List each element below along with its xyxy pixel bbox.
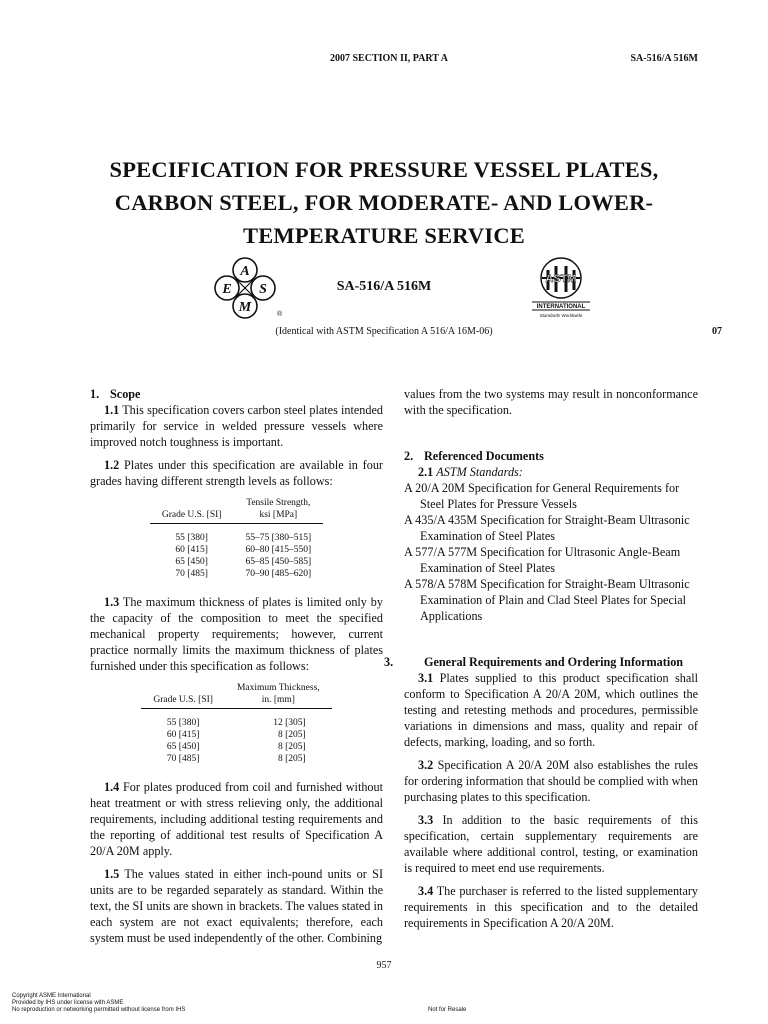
paragraph-1-5-continued: values from the two systems may result in nonconformance with the specification. (404, 387, 698, 417)
paragraph-2-1: 2.1 ASTM Standards: (418, 465, 523, 479)
section-number: 2. (404, 449, 414, 463)
copyright-footer (12, 993, 185, 1014)
section-number: 3. (384, 655, 394, 669)
section-number: 1. (90, 387, 100, 401)
paragraph-1-3: 1.3 The maximum thickness of plates is limited only by the capacity of the composition to meet the specified mechanical property requirements; however, current practice normally limits the maximum thickness of plates furnished under this specification as follows: (90, 595, 383, 673)
asme-letter-e: E (222, 282, 232, 297)
designation: SA-516/A 516M (336, 279, 432, 294)
paragraph-3-4: 3.4 The purchaser is referred to the listed supplementary requirements in this specification and to the detailed requirements in Specification A 20/A 20M. (404, 884, 699, 930)
reference-item: A 577/A 577M Specification for Ultrasonic Angle-Beam Examination of Steel Plates (404, 545, 681, 575)
title-line: SPECIFICATION FOR PRESSURE VESSEL PLATES, (109, 157, 659, 182)
max-thickness-table (141, 682, 331, 765)
running-header-section: 2007 SECTION II, PART A (330, 53, 448, 64)
reference-item: A 20/A 20M Specification for General Requirements for Steel Plates for Pressure Vessels (404, 481, 680, 511)
title-line: TEMPERATURE SERVICE (242, 223, 525, 248)
max-thickness-table-wrap (90, 682, 383, 765)
table-row: 70 [485] 8 [205] (166, 754, 306, 764)
table-header: Grade U.S. [SI] (141, 682, 225, 709)
title-line: CARBON STEEL, FOR MODERATE- AND LOWER- (114, 190, 654, 215)
paragraph-3-3: 3.3 In addition to the basic requirements of this specification, certain supplementary requirements are available where additional control, testing, or examination is required to meet end use requirements. (404, 813, 698, 875)
section-3-heading (384, 654, 698, 670)
paragraph-3-2: 3.2 Specification A 20/A 20M also establishes the rules for ordering information that should be complied with when purchasing plates to this specification. (404, 758, 699, 804)
table-row: 65 [450] 8 [205] (166, 742, 306, 752)
table-row: 60 [415] 8 [205] (166, 730, 306, 740)
footer-line: No reproduction or networking permitted without license from IHS (12, 1007, 186, 1013)
identical-note: (Identical with ASTM Specification A 516/A 16M-06) (275, 326, 493, 337)
astm-tagline: Standards Worldwide (539, 313, 583, 318)
table-header: Grade U.S. [SI] (150, 497, 234, 524)
paragraph-1-1: 1.1 This specification covers carbon steel plates intended primarily for service in welded pressure vessels where improved notch toughness is important. (90, 403, 383, 449)
tensile-strength-table (150, 497, 323, 580)
table-row: 55 [380] 12 [305] (166, 718, 306, 728)
astm-letters: ASTM (545, 273, 577, 285)
paragraph-3-1: 3.1 Plates supplied to this product specification shall conform to Specification A 20/A 20M, which outlines the testing and retesting methods and procedures, permissible variations in dimensions and mass, quality and repair of defects, marking, loading, and so forth. (404, 671, 699, 749)
section-title: Scope (110, 387, 141, 401)
paragraph-1-5: 1.5 The values stated in either inch-pound units or SI units are to be regarded separately as standard. Within the text, the SI units are shown in brackets. The values stated in each system are not exact equivalents; therefore, each system must be used independently of the other. Combining (90, 867, 384, 945)
left-column (90, 386, 383, 946)
astm-logo (528, 256, 594, 320)
footer-line: Copyright ASME International (12, 993, 91, 999)
table-row: 65 [450] 65–85 [450–585] (175, 557, 312, 567)
section-title: General Requirements and Ordering Information (424, 655, 684, 669)
table-row: 55 [380] 55–75 [380–515] (175, 533, 312, 543)
footer-line: Provided by IHS under license with ASME (12, 1000, 124, 1006)
table-header: Maximum Thickness, in. [mm] (225, 682, 332, 709)
revision-margin-mark: 07 (712, 326, 722, 337)
astm-international: INTERNATIONAL (536, 304, 586, 310)
table-row: 60 [415] 60–80 [415–550] (175, 545, 312, 555)
running-header-designation: SA-516/A 516M (630, 53, 698, 64)
asme-letter-m: M (238, 300, 252, 315)
right-column (384, 386, 699, 931)
tensile-strength-table-wrap (90, 497, 383, 580)
paragraph-1-2: 1.2 Plates under this specification are available in four grades having different strength levels as follows: (90, 458, 383, 488)
paragraph-1-4: 1.4 For plates produced from coil and furnished without heat treatment or with stress relieving only, the additional requirements, including additional testing requirements and the reporting of additional test results of Specification A 20/A 20M apply. (90, 780, 383, 858)
table-row: 70 [485] 70–90 [485–620] (175, 569, 312, 579)
asme-letter-a: A (240, 264, 250, 279)
not-for-resale: Not for Resale (428, 1007, 467, 1013)
section-2-heading (404, 448, 698, 464)
table-header: Tensile Strength, ksi [MPa] (233, 497, 323, 524)
page-number: 957 (376, 960, 392, 971)
reference-item: A 435/A 435M Specification for Straight-Beam Ultrasonic Examination of Steel Plates (404, 513, 690, 543)
reference-item: A 578/A 578M Specification for Straight-Beam Ultrasonic Examination of Plain and Clad Steel Plates for Special Applications (404, 577, 690, 623)
asme-letter-s: S (259, 282, 267, 297)
registered-mark: ® (277, 311, 283, 318)
section-title: Referenced Documents (424, 449, 544, 463)
document-title (60, 153, 708, 252)
section-1-heading (90, 386, 383, 402)
